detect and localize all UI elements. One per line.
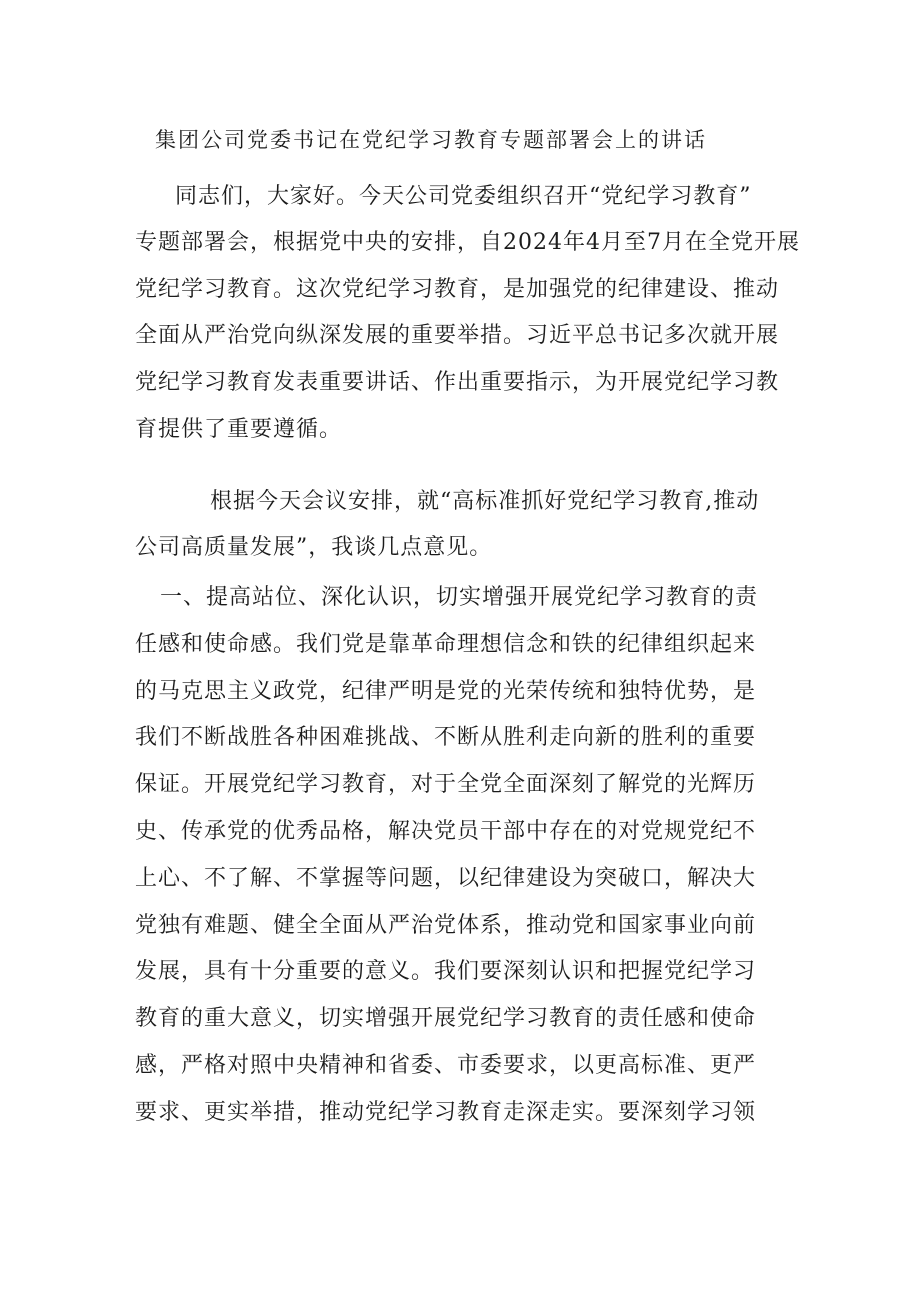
section-heading-line: 一、提高站位、深化认识，切实增强开展党纪学习教育的责 — [160, 585, 759, 610]
text-line: 的马克思主义政党，纪律严明是党的光荣传统和独特优势，是 — [135, 679, 757, 704]
text-line: 党纪学习教育。这次党纪学习教育，是加强党的纪律建设、推动 — [135, 277, 780, 302]
document-title: 集团公司党委书记在党纪学习教育专题部署会上的讲话 — [155, 128, 707, 152]
text-line: 发展，具有十分重要的意义。我们要深刻认识和把握党纪学习 — [135, 959, 757, 984]
text-line: 任感和使命感。我们党是靠革命理想信念和铁的纪律组织起来 — [135, 632, 757, 657]
text-line: 党独有难题、健全全面从严治党体系，推动党和国家事业向前 — [135, 913, 757, 938]
text-line: 全面从严治党向纵深发展的重要举措。习近平总书记多次就开展 — [135, 323, 780, 348]
text-line: 教育的重大意义，切实增强开展党纪学习教育的责任感和使命 — [135, 1006, 757, 1031]
text-line: 同志们，大家好。今天公司党委组织召开“党纪学习教育” — [175, 184, 752, 209]
text-line: 要求、更实举措，推动党纪学习教育走深走实。要深刻学习领 — [135, 1100, 757, 1125]
text-line: 感，严格对照中央精神和省委、市委要求，以更高标准、更严 — [135, 1053, 757, 1078]
text-line: 专题部署会，根据党中央的安排，自2024年4月至7月在全党开展 — [135, 230, 800, 255]
text-line: 我们不断战胜各种困难挑战、不断从胜利走向新的胜利的重要 — [135, 725, 757, 750]
text-line: 育提供了重要遵循。 — [135, 417, 343, 442]
text-line: 上心、不了解、不掌握等问题，以纪律建设为突破口，解决大 — [135, 866, 757, 891]
text-line: 保证。开展党纪学习教育，对于全党全面深刻了解党的光辉历 — [135, 772, 757, 797]
text-line: 公司高质量发展”，我谈几点意见。 — [135, 535, 493, 560]
text-line: 史、传承党的优秀品格，解决党员干部中存在的对党规党纪不 — [135, 819, 757, 844]
text-line: 根据今天会议安排，就“高标准抓好党纪学习教育,推动 — [210, 489, 760, 514]
text-line: 党纪学习教育发表重要讲话、作出重要指示，为开展党纪学习教 — [135, 370, 780, 395]
